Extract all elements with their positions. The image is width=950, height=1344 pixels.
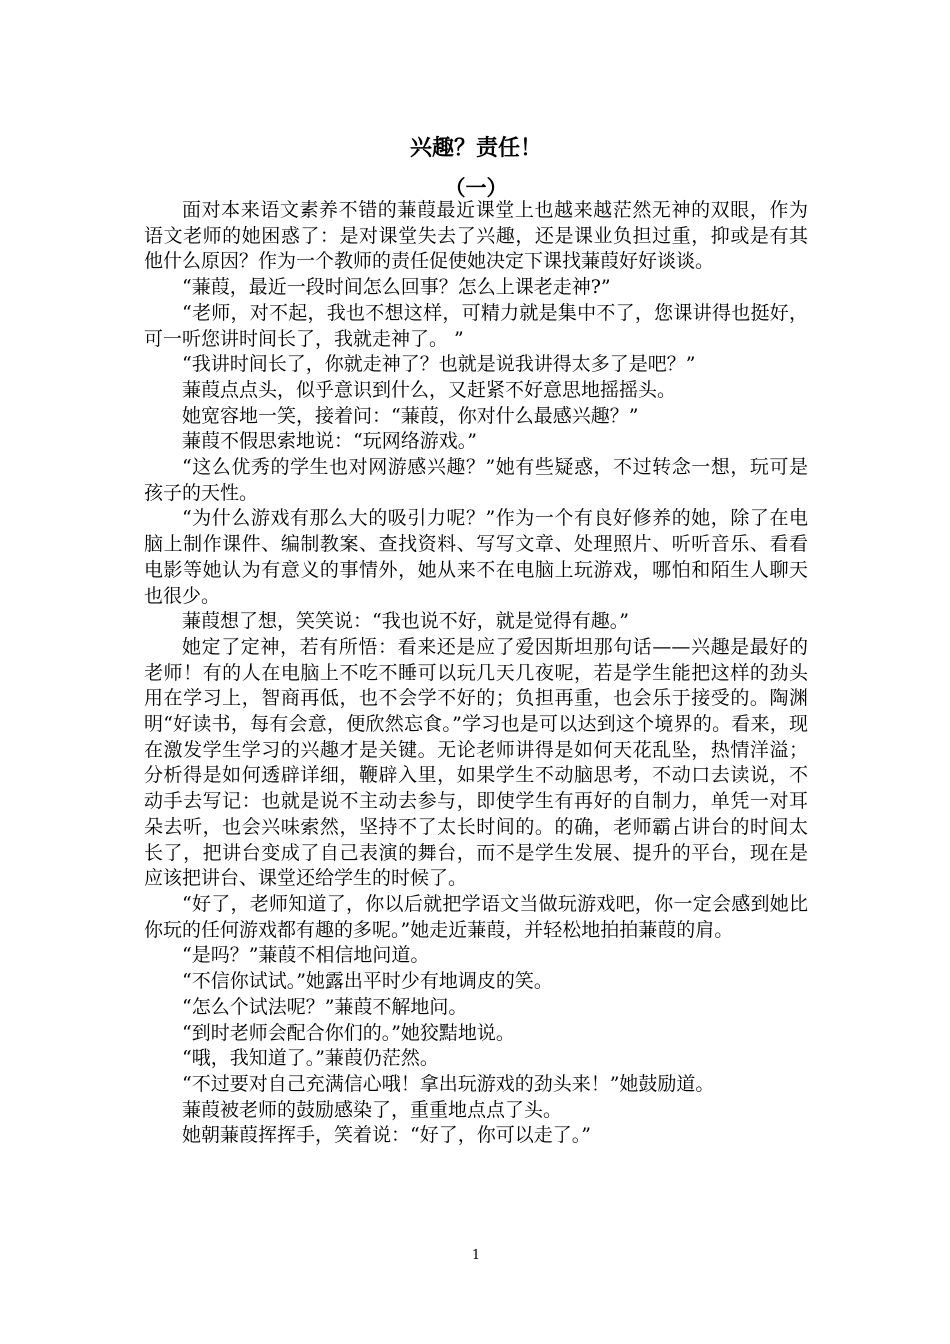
paragraph: 她宽容地一笑，接着问：“蒹葭，你对什么最感兴趣？” <box>182 404 639 427</box>
paragraph: “不过要对自己充满信心哦！拿出玩游戏的劲头来！”她鼓励道。 <box>182 1072 715 1095</box>
document-body <box>144 198 808 1149</box>
paragraph: “我讲时间长了，你就走神了？也就是说我讲得太多了是吧？” <box>182 353 696 376</box>
paragraph: 蒹葭被老师的鼓励感染了，重重地点点了头。 <box>182 1098 563 1121</box>
page-number: 1 <box>471 1248 481 1263</box>
section-heading: （一） <box>444 175 508 200</box>
paragraph: “不信你试试。”她露出平时少有地调皮的笑。 <box>182 970 553 993</box>
paragraph: “好了，老师知道了，你以后就把学语文当做玩游戏吧，你一定会感到她比你玩的任何游戏都有趣的多呢。”她走近蒹葭，并轻松地拍拍蒹葭的肩。 <box>144 892 808 941</box>
paragraph: 面对本来语文素养不错的蒹葭最近课堂上也越来越茫然无神的双眼，作为语文老师的她困惑了：是对课堂失去了兴趣，还是课业负担过重，抑或是有其他什么原因？作为一个教师的责任促使她决定下课找蒹葭好好谈谈。 <box>144 199 808 273</box>
paragraph: “为什么游戏有那么大的吸引力呢？”作为一个有良好修养的她，除了在电脑上制作课件、编制教案、查找资料、写写文章、处理照片、听听音乐、看看电影等她认为有意义的事情外，她从来不在电脑上玩游戏，哪怕和陌生人聊天也很少。 <box>144 507 808 607</box>
paragraph: “蒹葭，最近一段时间怎么回事？怎么上课老走神?” <box>182 276 611 299</box>
paragraph: 蒹葭不假思索地说：“玩网络游戏。” <box>182 430 477 453</box>
paragraph: “怎么个试法呢？”蒹葭不解地问。 <box>182 995 468 1018</box>
paragraph: “是吗？”蒹葭不相信地问道。 <box>182 944 430 967</box>
paragraph: “这么优秀的学生也对网游感兴趣？”她有些疑惑，不过转念一想，玩可是孩子的天性。 <box>144 456 808 504</box>
paragraph: “老师，对不起，我也不想这样，可精力就是集中不了，您课讲得也挺好，可一听您讲时间长了，我就走神了。 ” <box>144 301 808 350</box>
paragraph: “哦，我知道了。”蒹葭仍茫然。 <box>182 1047 439 1070</box>
document-title: 兴趣？责任！ <box>409 135 542 161</box>
document-page <box>144 0 808 1344</box>
paragraph: 蒹葭想了想，笑笑说：“我也说不好，就是觉得有趣。” <box>182 610 629 633</box>
paragraph: 她定了定神，若有所悟：看来还是应了爱因斯坦那句话——兴趣是最好的老师！有的人在电脑上不吃不睡可以玩几天几夜呢，若是学生能把这样的劲头用在学习上，智商再低，也不会学不好的；负担再重，也会乐于接受的。陶渊明“好读书，每有会意，便欣然忘食。”学习也是可以达到这个境界的。看来，现在激发学生学习的兴趣才是关键。无论老师讲得是如何天花乱坠，热情洋溢；分析得是如何透辟详细，鞭辟入里，如果学生不动脑思考，不动口去读说，不动手去写记：也就是说不主动去参与，即使学生有再好的自制力，单凭一对耳朵去听，也会兴味索然，坚持不了太长时间的。的确，老师霸占讲台的时间太长了，把讲台变成了自己表演的舞台，而不是学生发展、提升的平台，现在是应该把讲台、课堂还给学生的时候了。 <box>144 635 808 890</box>
paragraph: 蒹葭点点头，似乎意识到什么，又赶紧不好意思地摇摇头。 <box>182 378 677 401</box>
paragraph: “到时老师会配合你们的。”她狡黠地说。 <box>182 1021 515 1044</box>
paragraph: 她朝蒹葭挥挥手，笑着说：“好了，你可以走了。” <box>182 1124 591 1147</box>
